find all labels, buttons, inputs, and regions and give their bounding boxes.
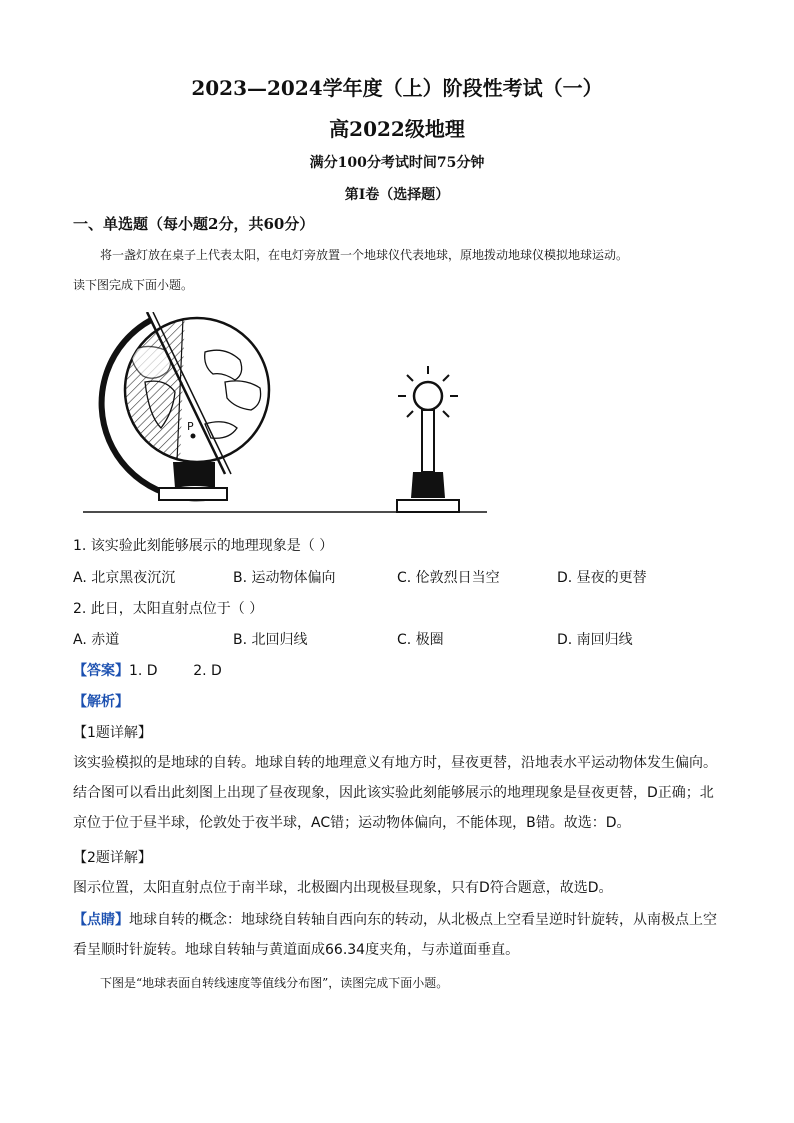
tip-label: 【点睛】 xyxy=(73,912,129,928)
answer-value: 1. D 2. D xyxy=(129,663,222,679)
lamp-stand xyxy=(411,472,445,498)
question-2-option-a[interactable]: A. 赤道 xyxy=(73,632,120,648)
section-title: 一、单选题（每小题2分，共60分） xyxy=(73,215,315,233)
answer-label: 【答案】 xyxy=(73,663,129,679)
globe-lamp-figure xyxy=(75,312,495,526)
score-time-line: 满分100分考试时间75分钟 xyxy=(309,155,485,171)
lamp-pole xyxy=(422,410,434,472)
question-2-stem: 2. 此日，太阳直射点位于（ ） xyxy=(73,601,264,617)
detail-2-text: 图示位置，太阳直射点位于南半球，北极圈内出现极昼现象，只有D符合题意，故选D。 xyxy=(73,880,613,896)
exam-title: 2023—2024学年度（上）阶段性考试（一） xyxy=(191,76,603,100)
tip-paragraph xyxy=(73,905,723,965)
question-2-option-d[interactable]: D. 南回归线 xyxy=(557,632,633,648)
detail-2-label: 【2题详解】 xyxy=(73,850,152,866)
section-intro-line1: 将一盏灯放在桌子上代表太阳，在电灯旁放置一个地球仪代表地球，原地拨动地球仪模拟地球运动。 xyxy=(100,248,629,262)
analysis-label: 【解析】 xyxy=(73,694,129,710)
detail-1-text: 该实验模拟的是地球的自转。地球自转的地理意义有地方时，昼夜更替，沿地表水平运动物体发生偏向。结合图可以看出此刻图上出现了昼夜现象，因此该实验此刻能够展示的地理现象是昼夜更替，D正确；北京位于位于昼半球，伦敦处于夜半球，AC错；运动物体偏向，不能体现，B错。故选：D。 xyxy=(73,755,717,831)
detail-1-label: 【1题详解】 xyxy=(73,725,152,741)
question-2-option-b[interactable]: B. 北回归线 xyxy=(233,632,308,648)
question-1-stem: 1. 该实验此刻能够展示的地理现象是（ ） xyxy=(73,538,334,554)
lamp-bulb xyxy=(414,382,442,410)
question-1-option-d[interactable]: D. 昼夜的更替 xyxy=(557,570,647,586)
question-1-option-c[interactable]: C. 伦敦烈日当空 xyxy=(397,570,500,586)
point-p-label: P xyxy=(187,420,194,433)
volume-title: 第I卷（选择题） xyxy=(344,187,450,203)
globe-base xyxy=(159,488,227,500)
next-question-intro: 下图是“地球表面自转线速度等值线分布图”，读图完成下面小题。 xyxy=(100,976,449,990)
question-1-option-b[interactable]: B. 运动物体偏向 xyxy=(233,570,336,586)
question-2-option-c[interactable]: C. 极圈 xyxy=(397,632,444,648)
point-p-dot xyxy=(191,434,196,439)
globe-stand xyxy=(173,462,215,488)
lamp-base xyxy=(397,500,459,512)
answer-line xyxy=(73,660,222,680)
subject-title: 高2022级地理 xyxy=(329,117,465,141)
globe-lamp-svg xyxy=(75,312,495,522)
section-intro-line2: 读下图完成下面小题。 xyxy=(73,278,194,292)
lamp xyxy=(397,366,459,512)
question-1-option-a[interactable]: A. 北京黑夜沉沉 xyxy=(73,570,176,586)
tip-text: 地球自转的概念：地球绕自转轴自西向东的转动，从北极点上空看呈逆时针旋转，从南极点上空看呈顺时针旋转。地球自转轴与黄道面成66.34度夹角，与赤道面垂直。 xyxy=(73,912,717,958)
